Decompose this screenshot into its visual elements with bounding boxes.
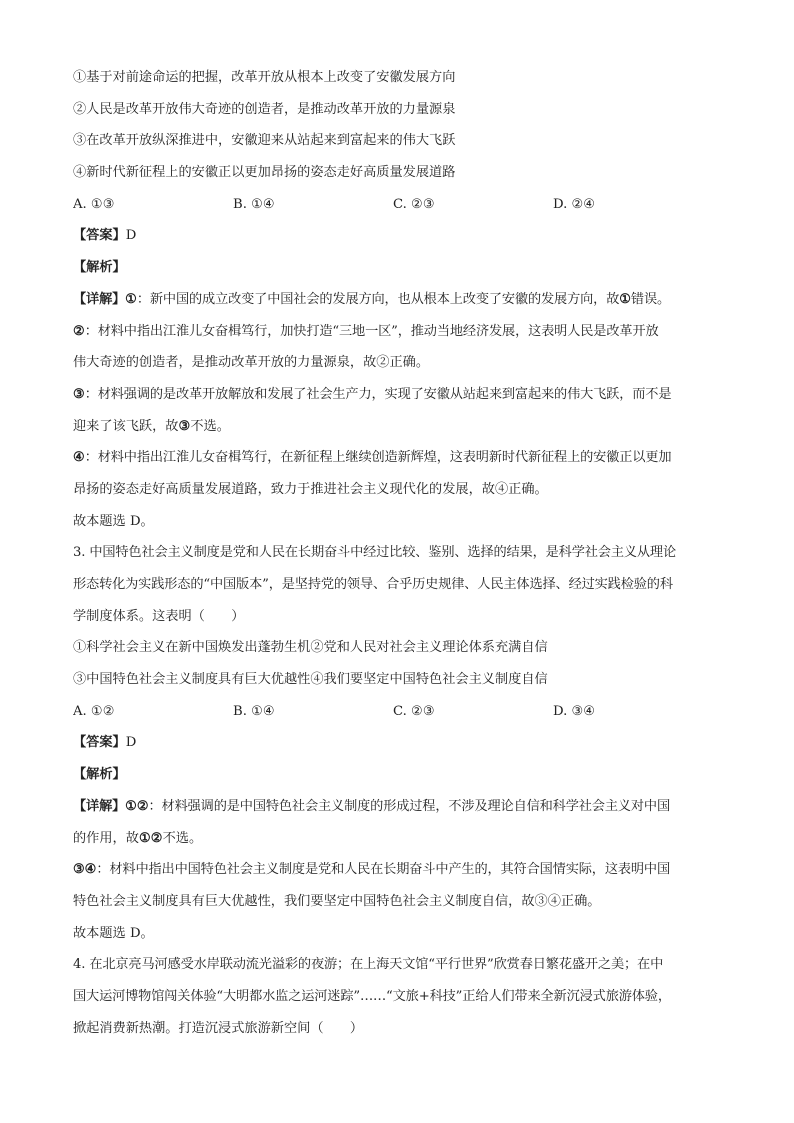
q2-detail-2-line-2: 伟大奇迹的创造者，是推动改革开放的力量源泉，故②正确。	[73, 355, 430, 371]
q3-statements-1: ①科学社会主义在新中国焕发出蓬勃生机②党和人民对社会主义理论体系充满自信	[73, 640, 548, 656]
q3-detail-2-line-1: ③④：材料中指出中国特色社会主义制度是党和人民在长期奋斗中产生的，其符合国情实际，这表明中国	[73, 862, 671, 878]
q3-options	[73, 696, 724, 728]
q3-detail-1-line-2: 的作用，故①②不选。	[73, 830, 203, 846]
q2-option-a: A. ①③	[73, 196, 115, 212]
q4-stem-line-2: 国大运河博物馆闯关体验“大明都水监之运河迷踪”……“文旅+科技”正给人们带来全新沉浸式旅游体验，	[73, 988, 671, 1004]
q2-detail-4-line-1: ④：材料中指出江淮儿女奋楫笃行，在新征程上继续创造新辉煌，这表明新时代新征程上的安徽正以更加	[73, 450, 672, 466]
q3-option-c: C. ②③	[393, 703, 435, 719]
q2-statement-1: ①基于对前途命运的把握，改革开放从根本上改变了安徽发展方向	[73, 70, 456, 85]
answer-label: 【答案】	[73, 228, 126, 244]
q2-detail-2-line-1: ②：材料中指出江淮儿女奋楫笃行，加快打造“三地一区”，推动当地经济发展，这表明人民是改革开放	[73, 323, 659, 339]
q2-option-b: B. ①④	[233, 196, 275, 212]
q3-stem-line-2: 形态转化为实践形态的“中国版本”，是坚持党的领导、合乎历史规律、人民主体选择、经过实践检验的科	[73, 577, 673, 592]
q2-detail-3-line-1: ③：材料强调的是改革开放解放和发展了社会生产力，实现了安徽从站起来到富起来的伟大飞跃，而不是	[73, 386, 672, 402]
q3-statements-2: ③中国特色社会主义制度具有巨大优越性④我们要坚定中国特色社会主义制度自信	[73, 672, 548, 688]
q2-detail-1: 【详解】①：新中国的成立改变了中国社会的发展方向，也从根本上改变了安徽的发展方向，故①错误。	[73, 291, 671, 307]
q3-option-b: B. ①④	[233, 703, 275, 719]
q3-stem-line-1: 3. 中国特色社会主义制度是党和人民在长期奋斗中经过比较、鉴别、选择的结果，是科学社会主义从理论	[73, 545, 677, 561]
q4-stem-line-3: 掀起消费新热潮。打造沉浸式旅游新空间（ ）	[73, 1020, 364, 1036]
answer-value: D	[125, 735, 137, 751]
q3-option-a: A. ①②	[73, 703, 115, 719]
detail-label: 【详解】	[73, 291, 126, 307]
q3-answer	[73, 727, 724, 759]
q2-analysis-label: 【解析】	[73, 260, 126, 276]
q3-conclusion: 故本题选 D。	[73, 925, 154, 941]
q2-answer	[73, 220, 724, 252]
q3-stem-line-3: 学制度体系。这表明（ ）	[73, 608, 245, 624]
q2-options	[73, 189, 724, 221]
q2-detail-3-line-2: 迎来了该飞跃，故③不选。	[73, 418, 230, 434]
q2-statement-4: ④新时代新征程上的安徽正以更加昂扬的姿态走好高质量发展道路	[73, 165, 456, 181]
q2-statement-2: ②人民是改革开放伟大奇迹的创造者，是推动改革开放的力量源泉	[73, 101, 456, 117]
q2-option-c: C. ②③	[393, 196, 435, 212]
q2-conclusion: 故本题选 D。	[73, 513, 154, 529]
q4-stem-line-1: 4. 在北京亮马河感受水岸联动流光溢彩的夜游；在上海天文馆“平行世界”欣赏春日繁花盛开之美；在中	[73, 957, 664, 973]
q3-analysis-label: 【解析】	[73, 767, 126, 783]
q2-detail-4-line-2: 昂扬的姿态走好高质量发展道路，致力于推进社会主义现代化的发展，故④正确。	[73, 481, 548, 497]
q3-detail-1-line-1: 【详解】①②：材料强调的是中国特色社会主义制度的形成过程，不涉及理论自信和科学社会主义对中国	[73, 798, 671, 814]
answer-value: D	[125, 228, 137, 244]
detail-label: 【详解】	[73, 798, 126, 814]
q3-option-d: D. ③④	[553, 703, 596, 719]
q2-statement-3: ③在改革开放纵深推进中，安徽迎来从站起来到富起来的伟大飞跃	[73, 133, 456, 149]
answer-label: 【答案】	[73, 735, 126, 751]
q2-option-d: D. ②④	[553, 196, 596, 212]
q3-detail-2-line-2: 特色社会主义制度具有巨大优越性，我们要坚定中国特色社会主义制度自信，故③④正确。	[73, 893, 601, 909]
